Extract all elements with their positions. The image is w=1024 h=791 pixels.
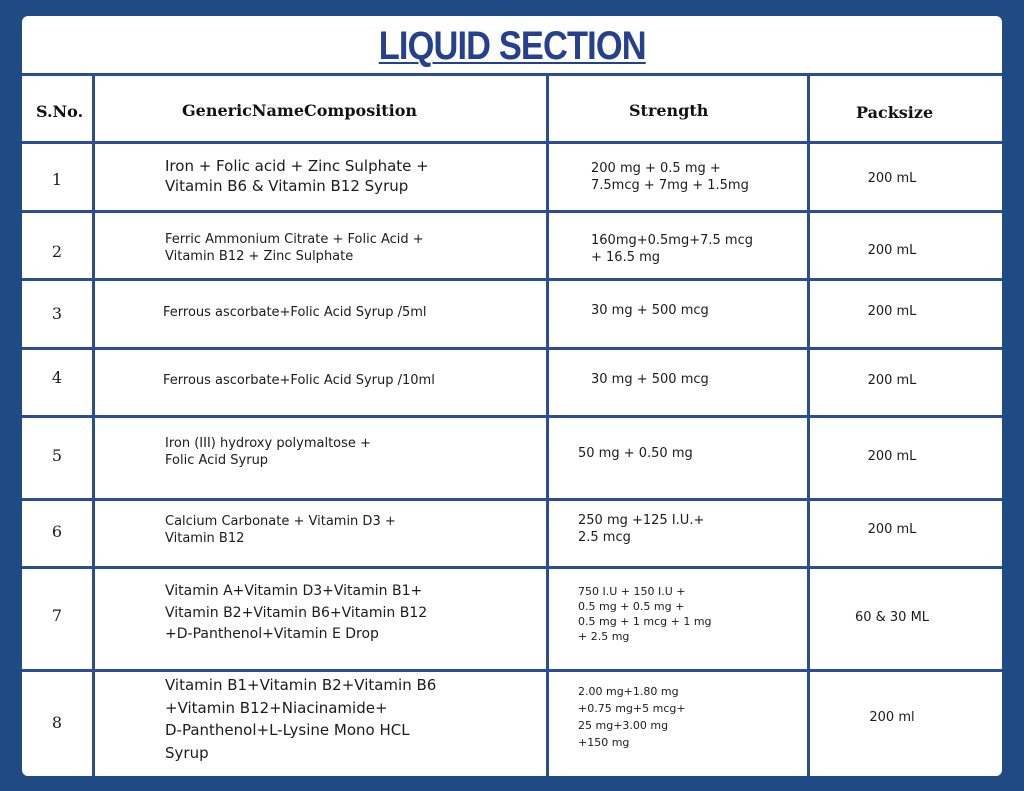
header-sno: S.No. — [36, 102, 84, 121]
divider — [22, 669, 1002, 672]
row-6-packsize: 200 mL — [867, 522, 917, 537]
divider — [22, 73, 1002, 76]
row-2-packsize: 200 mL — [867, 243, 917, 258]
liquid-section-table — [22, 16, 1002, 776]
row-2-composition: Ferric Ammonium Citrate + Folic Acid + Vitamin B12 + Zinc Sulphate — [165, 232, 424, 264]
row-3-sno: 3 — [51, 304, 63, 323]
row-3-strength: 30 mg + 500 mcg — [591, 303, 709, 318]
row-1-sno: 1 — [51, 170, 63, 189]
divider — [22, 210, 1002, 213]
divider — [22, 415, 1002, 418]
header-composition: GenericNameComposition — [182, 101, 418, 120]
row-4-packsize: 200 mL — [867, 373, 917, 388]
divider — [22, 278, 1002, 281]
title-text: LIQUID SECTION — [378, 24, 646, 68]
divider — [22, 141, 1002, 144]
header-strength: Strength — [629, 101, 709, 120]
divider — [22, 566, 1002, 569]
header-packsize: Packsize — [856, 103, 934, 122]
row-6-composition: Calcium Carbonate + Vitamin D3 + Vitamin B12 — [165, 514, 396, 546]
row-4-sno: 4 — [51, 368, 63, 387]
row-7-sno: 7 — [51, 606, 63, 625]
column-divider — [546, 76, 549, 776]
row-1-composition: Iron + Folic acid + Zinc Sulphate + Vitamin B6 & Vitamin B12 Syrup — [165, 157, 429, 195]
divider — [22, 498, 1002, 501]
row-2-sno: 2 — [51, 242, 63, 261]
row-7-composition: Vitamin A+Vitamin D3+Vitamin B1+ Vitamin B2+Vitamin B6+Vitamin B12 +D-Panthenol+Vitamin E Drop — [165, 583, 428, 642]
column-divider — [807, 76, 810, 776]
row-8-strength: 2.00 mg+1.80 mg +0.75 mg+5 mcg+ 25 mg+3.00 mg +150 mg — [578, 685, 686, 749]
row-5-strength: 50 mg + 0.50 mg — [578, 446, 693, 461]
row-5-sno: 5 — [51, 446, 63, 465]
column-divider — [92, 76, 95, 776]
page-title — [22, 16, 1002, 74]
row-6-strength: 250 mg +125 I.U.+ 2.5 mcg — [578, 513, 705, 545]
row-1-strength: 200 mg + 0.5 mg + 7.5mcg + 7mg + 1.5mg — [591, 161, 749, 193]
row-8-composition: Vitamin B1+Vitamin B2+Vitamin B6 +Vitamin B12+Niacinamide+ D-Panthenol+L-Lysine Mono HCL Syrup — [165, 676, 437, 762]
row-6-sno: 6 — [51, 522, 63, 541]
row-5-packsize: 200 mL — [867, 449, 917, 464]
row-3-composition: Ferrous ascorbate+Folic Acid Syrup /5ml — [163, 305, 427, 320]
row-4-strength: 30 mg + 500 mcg — [591, 372, 709, 387]
row-8-packsize: 200 ml — [869, 710, 915, 725]
row-7-packsize: 60 & 30 ML — [854, 610, 930, 625]
row-3-packsize: 200 mL — [867, 304, 917, 319]
row-5-composition: Iron (III) hydroxy polymaltose + Folic Acid Syrup — [165, 436, 371, 468]
row-1-packsize: 200 mL — [867, 171, 917, 186]
divider — [22, 347, 1002, 350]
row-8-sno: 8 — [51, 713, 63, 732]
row-2-strength: 160mg+0.5mg+7.5 mcg + 16.5 mg — [591, 233, 753, 265]
row-4-composition: Ferrous ascorbate+Folic Acid Syrup /10ml — [163, 373, 435, 388]
row-7-strength: 750 I.U + 150 I.U + 0.5 mg + 0.5 mg + 0.5 mg + 1 mcg + 1 mg + 2.5 mg — [578, 585, 712, 643]
